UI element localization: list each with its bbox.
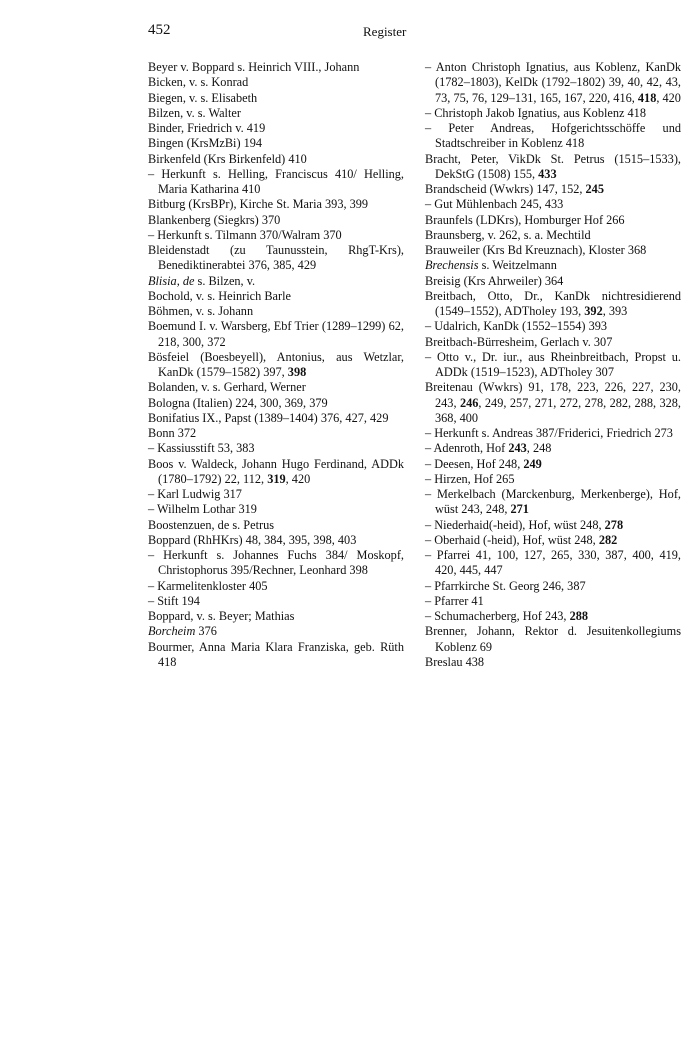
entry-text: Blankenberg (Siegkrs) 370 <box>148 212 281 227</box>
index-entry <box>425 579 681 594</box>
entry-text: Binder, Friedrich v. 419 <box>148 121 266 135</box>
entry-text: – Christoph Jakob Ignatius, aus Koblenz 418 <box>425 105 646 120</box>
index-entry <box>148 75 404 90</box>
entry-text: , 249, 257, 271, 272, 278, 282, 288, 328, 368, 400 <box>435 395 682 425</box>
entry-bold-page: 271 <box>510 502 529 517</box>
entry-text: Boppard (RhHKrs) 48, 384, 395, 398, 403 <box>148 532 357 547</box>
entry-text: Breisig (Krs Ahrweiler) 364 <box>425 273 564 288</box>
index-entry <box>425 319 681 334</box>
entry-bold-page: 398 <box>287 365 307 379</box>
index-entry <box>148 60 404 75</box>
index-entry <box>148 533 404 548</box>
index-entry <box>148 457 404 488</box>
entry-bold-page: 243 <box>508 441 527 456</box>
entry-text: , 420 <box>656 90 681 105</box>
index-entry <box>425 213 681 228</box>
entry-text: – Schumacherberg, Hof 243, <box>425 609 570 623</box>
entry-text: – Stift 194 <box>148 593 200 608</box>
index-entry <box>148 319 404 350</box>
entry-text: – Deesen, Hof 248, <box>425 456 524 471</box>
entry-text: – Pfarrer 41 <box>425 593 484 608</box>
entry-italic-term: Borcheim <box>148 624 196 639</box>
index-entry <box>425 335 681 350</box>
index-entry <box>425 441 681 456</box>
entry-text: – Anton Christoph Ignatius, aus Koblenz, KanDk (1782–1803), KelDk (1792–1802) 39, 40, 42, 43, 73, 75, 76, 129–131, 165, 167, 220, 416, <box>425 60 681 105</box>
entry-text: – Pfarrkirche St. Georg 246, 387 <box>425 578 586 593</box>
entry-bold-page: 278 <box>604 517 624 532</box>
entry-text: Bösfeiel (Boesbeyell), Antonius, aus Wetzlar, KanDk (1579–1582) 397, <box>148 349 404 379</box>
entry-text: Birkenfeld (Krs Birkenfeld) 410 <box>148 151 307 166</box>
entry-text: Brenner, Johann, Rektor d. Jesuitenkollegiums Koblenz 69 <box>425 624 681 654</box>
entry-text: , 248 <box>526 441 552 456</box>
index-entry <box>425 350 681 381</box>
entry-text: Breitenau (Wwkrs) 91, 178, 223, 226, 227, 230, 243, <box>425 380 681 410</box>
index-entry <box>425 594 681 609</box>
entry-text: Bonifatius IX., Papst (1389–1404) 376, 427, 429 <box>148 410 389 425</box>
index-entry <box>148 304 404 319</box>
index-entry <box>148 426 404 441</box>
entry-text: Bochold, v. s. Heinrich Barle <box>148 288 291 303</box>
entry-text: Boos v. Waldeck, Johann Hugo Ferdinand, ADDk (1780–1792) 22, 112, <box>148 456 404 486</box>
index-entry <box>148 380 404 395</box>
index-entry <box>425 548 681 579</box>
index-entry <box>425 182 681 197</box>
index-entry <box>148 518 404 533</box>
index-entry <box>425 426 681 441</box>
entry-text: s. Bilzen, v. <box>194 273 256 288</box>
index-entry <box>148 91 404 106</box>
entry-text: – Herkunft s. Andreas 387/Friderici, Friedrich 273 <box>425 426 673 440</box>
entry-italic-term: Brechensis <box>425 258 479 273</box>
index-entry <box>148 289 404 304</box>
entry-text: – Karmelitenkloster 405 <box>148 578 268 593</box>
entry-text: Boemund I. v. Warsberg, Ebf Trier (1289–1299) 62, 218, 300, 372 <box>148 319 404 349</box>
index-entry <box>148 548 404 579</box>
entry-bold-page: 246 <box>459 395 479 410</box>
index-entry <box>425 197 681 212</box>
entry-text: Bicken, v. s. Konrad <box>148 75 249 90</box>
entry-text: Breitbach-Bürresheim, Gerlach v. 307 <box>425 334 613 349</box>
entry-text: – Hirzen, Hof 265 <box>425 471 515 486</box>
entry-italic-term: Blisia, de <box>148 273 195 288</box>
index-entry <box>148 502 404 517</box>
entry-bold-page: 319 <box>267 471 286 486</box>
entry-text: Braunfels (LDKrs), Homburger Hof 266 <box>425 212 625 227</box>
entry-text: – Merkelbach (Marckenburg, Merkenberge), Hof, wüst 243, 248, <box>425 487 681 517</box>
index-entry <box>148 274 404 289</box>
entry-text: Boppard, v. s. Beyer; Mathias <box>148 609 295 623</box>
index-entry <box>148 197 404 212</box>
entry-text: – Otto v., Dr. iur., aus Rheinbreitbach, Propst u. ADDk (1519–1523), ADTholey 307 <box>425 349 681 379</box>
index-entry <box>148 609 404 624</box>
entry-text: Bitburg (KrsBPr), Kirche St. Maria 393, 399 <box>148 197 369 212</box>
entry-text: Bleidenstadt (zu Taunusstein, RhgT-Krs), Benediktinerabtei 376, 385, 429 <box>148 243 404 273</box>
entry-bold-page: 249 <box>523 456 542 471</box>
entry-text: – Karl Ludwig 317 <box>148 487 242 501</box>
entry-text: – Udalrich, KanDk (1552–1554) 393 <box>425 319 608 334</box>
index-entry <box>425 274 681 289</box>
entry-text: – Adenroth, Hof <box>425 441 509 456</box>
index-entry <box>425 121 681 152</box>
entry-bold-page: 433 <box>538 166 557 181</box>
entry-text: – Herkunft s. Johannes Fuchs 384/ Moskopf, Christophorus 395/Rechner, Leonhard 398 <box>148 548 404 578</box>
index-entry <box>148 152 404 167</box>
index-entry <box>425 655 681 670</box>
entry-bold-page: 288 <box>569 609 589 623</box>
index-entry <box>148 441 404 456</box>
entry-text: 376 <box>195 624 217 639</box>
index-entry <box>425 258 681 273</box>
entry-bold-page: 282 <box>598 532 618 547</box>
entry-text: Boostenzuen, de s. Petrus <box>148 517 275 532</box>
entry-text: Bologna (Italien) 224, 300, 369, 379 <box>148 395 328 410</box>
entry-text: Bourmer, Anna Maria Klara Franziska, geb. Rüth 418 <box>148 639 404 669</box>
index-entry <box>148 594 404 609</box>
index-entry <box>148 579 404 594</box>
index-entry <box>148 213 404 228</box>
index-entry <box>148 624 404 639</box>
index-entry <box>148 350 404 381</box>
index-entry <box>148 640 404 671</box>
index-entry <box>425 624 681 655</box>
entry-text: Breslau 438 <box>425 654 485 669</box>
entry-text: Bingen (KrsMzBi) 194 <box>148 136 263 151</box>
entry-text: Breitbach, Otto, Dr., KanDk nichtresidierend (1549–1552), ADTholey 193, <box>425 288 681 318</box>
index-entry <box>425 380 681 426</box>
entry-text: – Niederhaid(-heid), Hof, wüst 248, <box>425 517 605 532</box>
index-column-right <box>425 60 681 670</box>
entry-text: Bracht, Peter, VikDk St. Petrus (1515–1533), DekStG (1508) 155, <box>425 151 681 181</box>
entry-text: – Herkunft s. Tilmann 370/Walram 370 <box>148 227 342 242</box>
entry-text: – Gut Mühlenbach 245, 433 <box>425 197 564 212</box>
entry-text: Bolanden, v. s. Gerhard, Werner <box>148 380 306 395</box>
index-entry <box>425 609 681 624</box>
index-entry <box>425 472 681 487</box>
entry-text: Bonn 372 <box>148 426 197 440</box>
index-entry <box>148 487 404 502</box>
index-entry <box>148 106 404 121</box>
index-entry <box>425 60 681 106</box>
entry-text: , 420 <box>285 471 311 486</box>
index-entry <box>148 411 404 426</box>
index-column-left <box>148 60 404 670</box>
index-entry <box>148 167 404 198</box>
index-entry <box>425 533 681 548</box>
index-entry <box>148 228 404 243</box>
entry-bold-page: 392 <box>584 304 603 318</box>
index-entry <box>148 121 404 136</box>
index-entry <box>425 487 681 518</box>
index-entry <box>425 289 681 320</box>
entry-bold-page: 245 <box>585 182 604 196</box>
entry-text: Beyer v. Boppard s. Heinrich VIII., Johann <box>148 60 360 74</box>
index-entry <box>148 396 404 411</box>
entry-text: – Wilhelm Lothar 319 <box>148 502 257 517</box>
page-number: 452 <box>148 22 171 38</box>
index-entry <box>425 518 681 533</box>
entry-text: s. Weitzelmann <box>478 258 557 273</box>
index-entry <box>148 136 404 151</box>
entry-text: Böhmen, v. s. Johann <box>148 304 254 318</box>
entry-text: Biegen, v. s. Elisabeth <box>148 90 258 105</box>
entry-text: Brandscheid (Wwkrs) 147, 152, <box>425 182 586 196</box>
entry-text: – Herkunft s. Helling, Franciscus 410/ Helling, Maria Katharina 410 <box>148 166 404 196</box>
index-entry <box>425 243 681 258</box>
entry-text: – Oberhaid (-heid), Hof, wüst 248, <box>425 532 599 547</box>
index-entry <box>148 243 404 274</box>
running-head: Register <box>363 24 407 39</box>
entry-text: – Peter Andreas, Hofgerichtsschöffe und Stadtschreiber in Koblenz 418 <box>425 121 681 151</box>
index-entry <box>425 457 681 472</box>
entry-text: – Pfarrei 41, 100, 127, 265, 330, 387, 400, 419, 420, 445, 447 <box>425 548 681 578</box>
entry-text: Bilzen, v. s. Walter <box>148 105 241 120</box>
index-entry <box>425 152 681 183</box>
index-entry <box>425 106 681 121</box>
entry-bold-page: 418 <box>637 90 657 105</box>
index-entry <box>425 228 681 243</box>
entry-text: , 393 <box>602 304 628 318</box>
entry-text: Brauweiler (Krs Bd Kreuznach), Kloster 368 <box>425 243 647 257</box>
entry-text: Braunsberg, v. 262, s. a. Mechtild <box>425 227 591 242</box>
entry-text: – Kassiusstift 53, 383 <box>148 441 255 456</box>
